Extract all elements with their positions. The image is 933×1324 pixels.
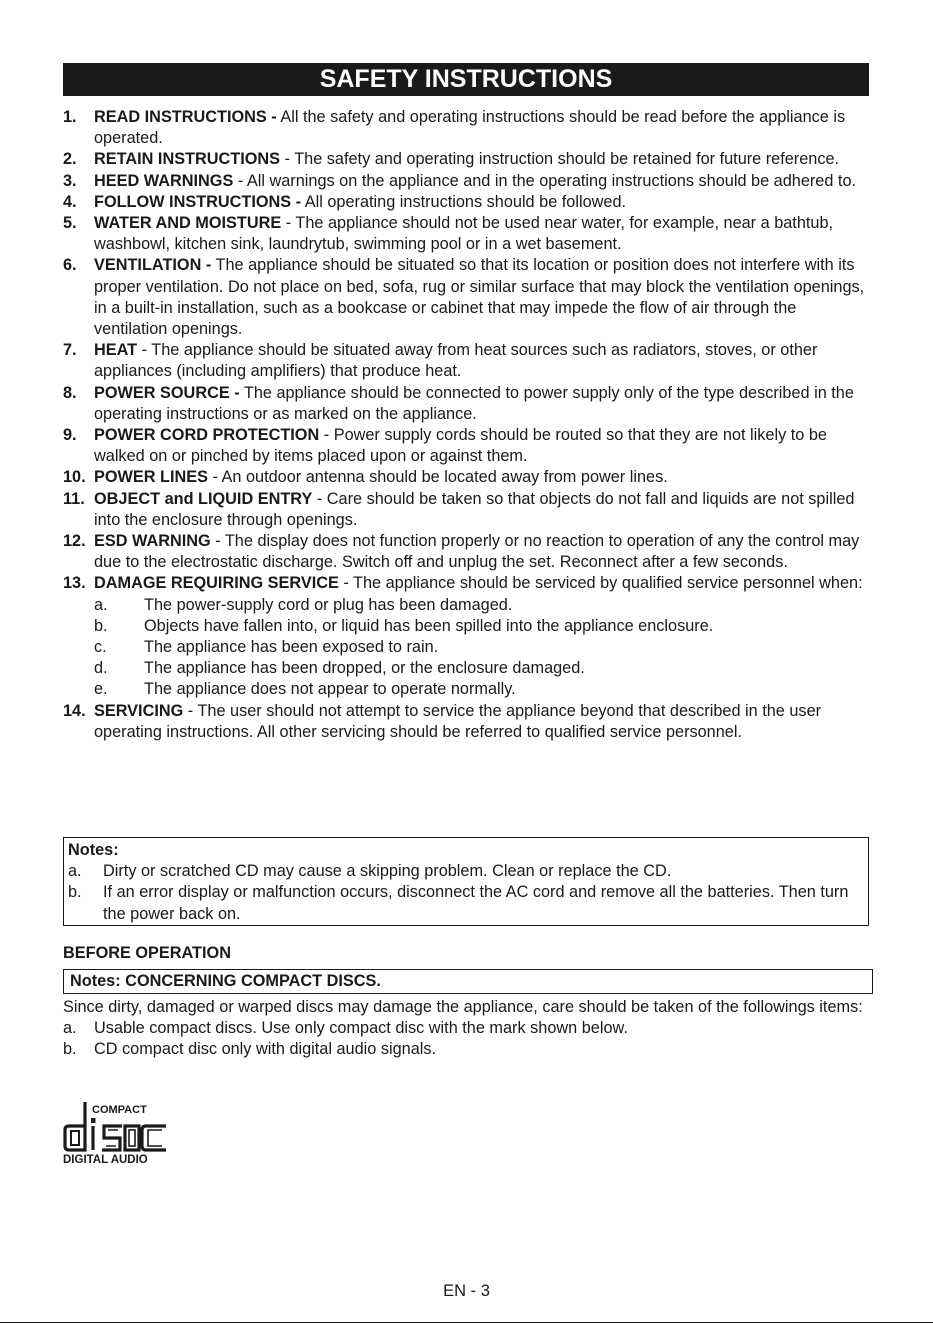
item-term: ESD WARNING (94, 532, 211, 551)
condition-letter: d. (94, 659, 108, 678)
list-item (63, 255, 869, 340)
item-term: HEAT (94, 341, 138, 360)
before-operation-heading: BEFORE OPERATION (63, 944, 231, 962)
footer-divider (0, 1322, 933, 1323)
list-item (63, 467, 869, 488)
item-number: 10. (63, 468, 86, 487)
note-item (68, 882, 864, 924)
condition-text: Objects have fallen into, or liquid has been spilled into the appliance enclosure. (144, 616, 714, 635)
cd-item-text: Usable compact discs. Use only compact disc with the mark shown below. (94, 1019, 628, 1038)
cd-item-text: CD compact disc only with digital audio signals. (94, 1040, 437, 1059)
condition-text: The appliance has been dropped, or the enclosure damaged. (144, 659, 585, 678)
list-item (63, 383, 869, 425)
item-term: POWER CORD PROTECTION (94, 426, 320, 445)
item-term: SERVICING (94, 701, 184, 720)
cd-intro: Since dirty, damaged or warped discs may damage the appliance, care should be taken of the followings items: (63, 998, 863, 1016)
cd-item (63, 1039, 869, 1060)
condition-letter: c. (94, 638, 107, 657)
cd-notes-title: Notes: CONCERNING COMPACT DISCS. (63, 969, 873, 994)
list-item (63, 701, 869, 743)
notes-title: Notes: (68, 841, 119, 859)
item-number: 3. (63, 171, 77, 190)
page-title: SAFETY INSTRUCTIONS (63, 63, 869, 96)
item-text: All operating instructions should be followed. (301, 192, 627, 211)
item-text: - The appliance should be serviced by qualified service personnel when: (338, 574, 863, 593)
condition-text: The power-supply cord or plug has been damaged. (144, 595, 513, 614)
item-number: 9. (63, 426, 77, 445)
safety-instructions-list (63, 107, 869, 743)
item-text: - All warnings on the appliance and in the operating instructions should be adhered to. (233, 171, 857, 190)
item-text: - The safety and operating instruction should be retained for future reference. (280, 150, 840, 169)
list-item (63, 149, 869, 170)
list-item (63, 192, 869, 213)
item-term: HEED WARNINGS (94, 171, 234, 190)
condition-text: The appliance has been exposed to rain. (144, 638, 439, 657)
note-text: If an error display or malfunction occurs, disconnect the AC cord and remove all the batteries. Then turn the power back on. (103, 883, 849, 923)
list-item (63, 573, 869, 594)
cd-item-letter: a. (63, 1019, 77, 1038)
service-condition (63, 679, 869, 700)
item-number: 8. (63, 383, 77, 402)
list-item (63, 340, 869, 382)
note-text: Dirty or scratched CD may cause a skipping problem. Clean or replace the CD. (103, 862, 672, 881)
item-term: DAMAGE REQUIRING SERVICE (94, 574, 339, 593)
page-number: EN - 3 (443, 1282, 490, 1300)
cd-item-letter: b. (63, 1040, 77, 1059)
item-number: 13. (63, 574, 86, 593)
item-text: - The appliance should be situated away from heat sources such as radiators, stoves, or other appliances (including amplifiers) that produce heat. (94, 341, 818, 381)
list-item (63, 425, 869, 467)
item-text: - The appliance should not be used near water, for example, near a bathtub, washbowl, kitchen sink, laundrytub, swimming pool or in a wet basement. (94, 214, 834, 254)
note-letter: a. (68, 862, 82, 881)
condition-text: The appliance does not appear to operate normally. (144, 680, 516, 699)
item-text: - Care should be taken so that objects do not fall and liquids are not spilled into the enclosure through openings. (94, 489, 855, 529)
cd-notes-body (63, 997, 869, 1061)
item-number: 2. (63, 150, 77, 169)
item-text: The appliance should be situated so that its location or position does not interfere with its proper ventilation. Do not place on bed, sofa, rug or similar surface that may block the ventilation openings, in a built-in installation, such as a bookcase or cabinet that may impede the flow of air through the ventilation openings. (94, 256, 865, 339)
item-number: 4. (63, 192, 77, 211)
note-item (68, 861, 864, 882)
item-term: FOLLOW INSTRUCTIONS - (94, 192, 302, 211)
service-condition (63, 637, 869, 658)
item-number: 14. (63, 701, 86, 720)
item-text: - The user should not attempt to service the appliance beyond that described in the user operating instructions. All other servicing should be referred to qualified service personnel. (94, 701, 822, 741)
item-term: POWER SOURCE - (94, 383, 240, 402)
condition-letter: e. (94, 680, 108, 699)
item-term: READ INSTRUCTIONS - (94, 108, 277, 126)
logo-bottom-text: DIGITAL AUDIO (63, 1154, 148, 1166)
service-condition (63, 595, 869, 616)
compact-disc-logo (62, 1100, 172, 1166)
item-text: - An outdoor antenna should be located away from power lines. (207, 468, 668, 487)
list-item (63, 213, 869, 255)
note-letter: b. (68, 883, 82, 902)
item-number: 7. (63, 341, 77, 360)
logo-i-dot (91, 1118, 96, 1123)
item-text: All the safety and operating instructions should be read before the appliance is operated. (94, 108, 846, 148)
item-term: VENTILATION - (94, 256, 212, 275)
item-term: POWER LINES (94, 468, 208, 487)
item-text: - Power supply cords should be routed so that they are not likely to be walked on or pinched by items placed upon or against them. (94, 426, 827, 466)
item-number: 1. (63, 108, 77, 126)
item-term: OBJECT and LIQUID ENTRY (94, 489, 313, 508)
item-term: WATER AND MOISTURE (94, 214, 282, 233)
condition-letter: a. (94, 595, 108, 614)
cd-item (63, 1018, 869, 1039)
item-text: - The display does not function properly or no reaction to operation of any the control may due to the electrostatic discharge. Switch off and unplug the set. Reconnect after a few seconds. (94, 532, 860, 572)
logo-top-text: COMPACT (92, 1104, 147, 1116)
service-condition (63, 658, 869, 679)
list-item (63, 171, 869, 192)
notes-box (63, 837, 869, 926)
item-number: 5. (63, 214, 77, 233)
list-item (63, 107, 869, 149)
item-number: 12. (63, 532, 86, 551)
item-number: 11. (63, 489, 85, 508)
item-term: RETAIN INSTRUCTIONS (94, 150, 281, 169)
list-item (63, 489, 869, 531)
item-number: 6. (63, 256, 77, 275)
list-item (63, 531, 869, 573)
item-text: The appliance should be connected to power supply only of the type described in the operating instructions or as marked on the appliance. (94, 383, 854, 423)
service-condition (63, 616, 869, 637)
condition-letter: b. (94, 616, 108, 635)
